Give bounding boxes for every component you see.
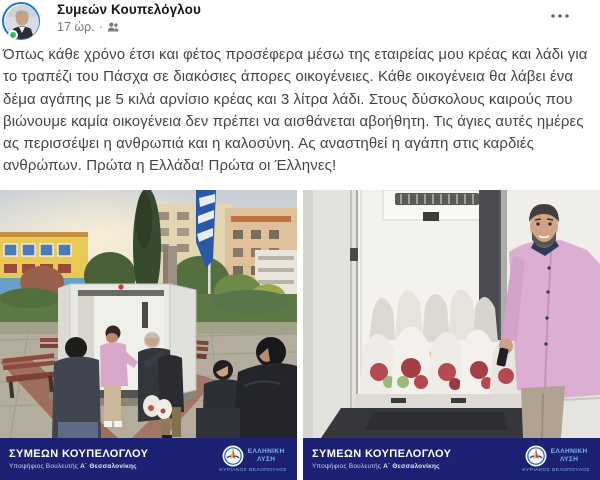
ellipsis-icon — [550, 13, 570, 19]
banner-candidate-name: ΣΥΜΕΩΝ ΚΟΥΠΕΛΟΓΛΟΥ — [312, 448, 452, 461]
author-name[interactable]: Συμεών Κουπελόγλου — [57, 2, 201, 17]
avatar[interactable] — [2, 2, 40, 40]
post-timestamp: 17 ώρ. — [57, 20, 95, 34]
party-logo-block — [219, 445, 287, 474]
banner-candidate-name: ΣΥΜΕΩΝ ΚΟΥΠΕΛΟΓΛΟΥ — [9, 448, 149, 461]
banner-candidate-title: Υποψήφιος Βουλευτής Α΄ Θεσσαλονίκης — [312, 462, 440, 470]
party-logo-icon — [525, 445, 547, 467]
photo-left-square-distribution[interactable] — [0, 190, 297, 480]
photo-right-scene — [303, 190, 600, 438]
post-header — [2, 2, 598, 42]
party-logo-icon — [222, 445, 244, 467]
party-name: ΕΛΛΗΝΙΚΗ ΛΥΣΗ — [550, 448, 588, 463]
campaign-banner-right — [303, 438, 600, 480]
party-name: ΕΛΛΗΝΙΚΗ ΛΥΣΗ — [247, 448, 285, 463]
party-logo-block — [522, 445, 590, 474]
party-leader-name: ΚΥΡΙΑΚΟΣ ΒΕΛΟΠΟΥΛΟΣ — [219, 468, 287, 474]
online-status-dot — [8, 30, 18, 40]
post-text: Όπως κάθε χρόνο έτσι και φέτος προσέφερα μέσω της εταιρείας μου κρέας και λάδι για το τραπέζι του Πάσχα σε διακόσιες άπορες οικογένειες. Κάθε οικογένεια θα λάβει ένα δέμα αγάπης με 5 κιλά αρνίσιο κρέας και 3 λίτρα λάδι. Στους δύσκολους καιρούς που βιώνουμε καμία οικογένεια δεν πρέπει να αισθάνεται αβοήθητη. Τις άγιες αυτές ημέρες ας περισσέψει η ανθρωπιά και η καλοσύνη. Ας αναστηθεί η αγάπη στις καρδιές ανθρώπων. Πρώτα η Ελλάδα! Πρώτα οι Έλληνες! — [3, 46, 588, 175]
campaign-banner-left — [0, 438, 297, 480]
friends-privacy-icon — [107, 21, 119, 33]
banner-candidate-title: Υποψήφιος Βουλευτής Α΄ Θεσσαλονίκης — [9, 462, 137, 470]
meta-separator: · — [98, 20, 103, 34]
photo-grid — [0, 190, 600, 480]
photo-right-truck-interior[interactable] — [303, 190, 600, 480]
post-menu-button[interactable] — [546, 6, 574, 26]
party-leader-name: ΚΥΡΙΑΚΟΣ ΒΕΛΟΠΟΥΛΟΣ — [522, 468, 590, 474]
photo-left-scene — [0, 190, 297, 438]
